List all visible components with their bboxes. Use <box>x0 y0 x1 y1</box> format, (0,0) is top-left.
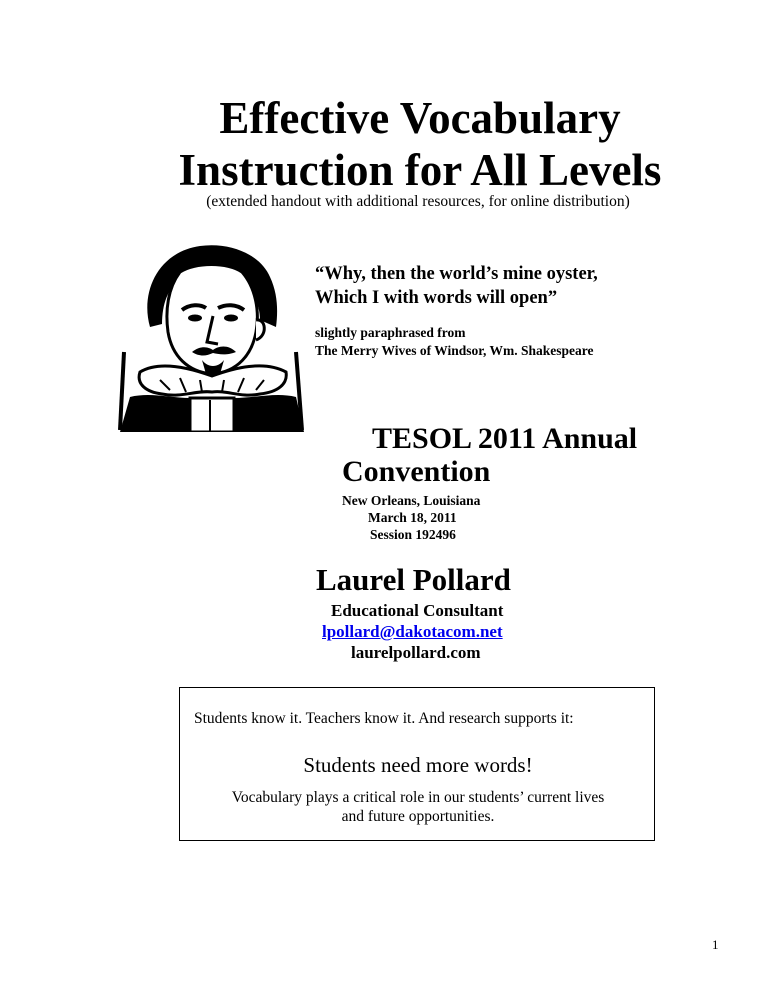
callout-line-3b: and future opportunities. <box>341 808 495 825</box>
author-website: laurelpollard.com <box>351 643 481 662</box>
conference-location: New Orleans, Louisiana <box>342 493 481 508</box>
callout-headline: Students need more words! <box>303 753 533 777</box>
conference-date: March 18, 2011 <box>368 510 457 525</box>
title-line-1: Effective Vocabulary <box>219 93 621 143</box>
quote-attribution <box>315 324 735 360</box>
callout-line-3a: Vocabulary plays a critical role in our students’ current lives <box>231 789 605 806</box>
callout-line-1: Students know it. Teachers know it. And research supports it: <box>194 710 574 727</box>
author-email-link[interactable]: lpollard@dakotacom.net <box>322 622 503 641</box>
callout-line-3 <box>180 788 656 826</box>
subtitle: (extended handout with additional resources, for online distribution) <box>206 193 630 210</box>
conference-name-line-1: TESOL 2011 Annual <box>372 422 638 455</box>
title-line-2: Instruction for All Levels <box>178 145 662 195</box>
conference-name-line-2: Convention <box>342 455 491 488</box>
author-role: Educational Consultant <box>331 601 504 620</box>
shakespeare-quote <box>315 262 735 310</box>
attribution-line-1: slightly paraphrased from <box>315 325 466 340</box>
shakespeare-portrait-icon <box>110 232 310 432</box>
quote-line-1: “Why, then the world’s mine oyster, <box>315 264 598 284</box>
conference-session: Session 192496 <box>370 527 456 542</box>
quote-line-2: Which I with words will open” <box>315 288 558 308</box>
callout-box <box>179 687 655 841</box>
author-name: Laurel Pollard <box>316 562 511 597</box>
page-number: 1 <box>712 937 719 952</box>
attribution-line-2: The Merry Wives of Windsor, Wm. Shakespeare <box>315 343 594 358</box>
